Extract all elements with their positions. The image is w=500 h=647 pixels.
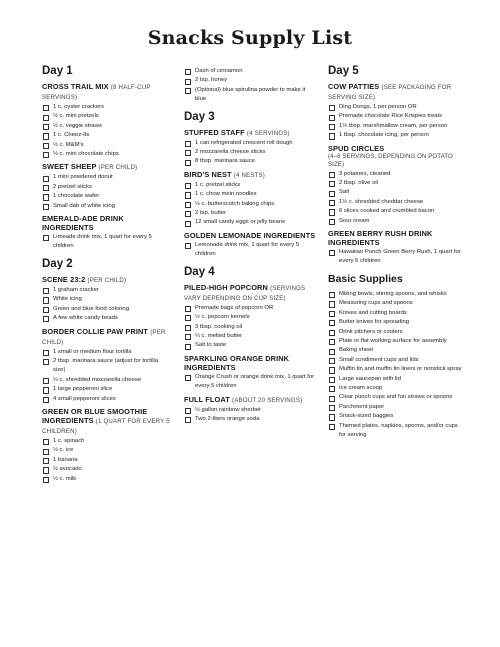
checkbox-icon bbox=[43, 449, 49, 455]
checkbox-icon bbox=[43, 467, 49, 473]
item-text: A few white candy beads bbox=[53, 315, 118, 322]
item-text: ½ c. ice bbox=[53, 447, 74, 454]
checkbox-icon bbox=[185, 211, 191, 217]
item-text: 8 tbsp. marinara sauce bbox=[195, 158, 255, 165]
checkbox-icon bbox=[43, 143, 49, 149]
item-text: Drink pitchers or coolers bbox=[339, 328, 403, 335]
item-text: 1 chocolate wafer bbox=[53, 193, 100, 200]
checkbox-icon bbox=[43, 439, 49, 445]
item-text: 1 c. chow mein noodles bbox=[195, 191, 257, 198]
recipe-section bbox=[42, 214, 172, 252]
item-text: Clear punch cups and fun straws or spoons bbox=[339, 394, 453, 401]
item-text: 2 tbsp. marinara sauce (adjust for tortilla size) bbox=[53, 357, 159, 374]
section-note: (SEE PACKAGING FOR SERVING SIZE) bbox=[328, 84, 452, 101]
checklist-item bbox=[184, 415, 316, 424]
checkbox-icon bbox=[43, 115, 49, 121]
day-heading: Day 2 bbox=[42, 257, 73, 270]
checkbox-icon bbox=[329, 172, 335, 178]
item-text: 2 pretzel sticks bbox=[53, 183, 92, 190]
checkbox-icon bbox=[329, 414, 335, 420]
item-text: 6 slices cooked and crumbled bacon bbox=[339, 208, 435, 215]
item-text: 2 mozzarella cheese sticks bbox=[195, 149, 266, 156]
checklist-item bbox=[42, 348, 172, 357]
item-text: 1½ tbsp. marshmallow cream, per person bbox=[339, 122, 448, 129]
section-title: EMERALD-ADE DRINK INGREDIENTS bbox=[42, 214, 124, 233]
checklist-item bbox=[328, 179, 463, 188]
checklist-item bbox=[328, 403, 463, 412]
item-text: ¼ c. shredded mozzarella cheese bbox=[53, 376, 142, 383]
checklist-item bbox=[328, 356, 463, 365]
checkbox-icon bbox=[43, 288, 49, 294]
checkbox-icon bbox=[185, 69, 191, 75]
column-1 bbox=[42, 64, 172, 484]
checkbox-icon bbox=[43, 204, 49, 210]
item-text: 3 tbsp. cooking oil bbox=[195, 323, 243, 330]
checklist-item bbox=[42, 141, 172, 150]
section-title: SPARKLING ORANGE DRINK INGREDIENTS bbox=[184, 353, 290, 372]
recipe-section bbox=[184, 354, 316, 392]
checklist-item bbox=[184, 181, 316, 190]
checkbox-icon bbox=[43, 307, 49, 313]
checkbox-icon bbox=[43, 378, 49, 384]
recipe-section bbox=[42, 82, 172, 159]
checkbox-icon bbox=[329, 115, 335, 121]
checklist-item bbox=[42, 385, 172, 394]
item-text: 1 c. oyster crackers bbox=[53, 104, 105, 110]
recipe-section bbox=[42, 407, 172, 484]
section-title: GOLDEN LEMONADE INGREDIENTS bbox=[184, 230, 316, 240]
checkbox-icon bbox=[185, 202, 191, 208]
item-text: Snack-sized baggies bbox=[339, 413, 394, 420]
item-text: ½ c. mini pretzels bbox=[53, 113, 99, 120]
checkbox-icon bbox=[185, 344, 191, 350]
item-text: ½ c. popcorn kernels bbox=[195, 314, 250, 321]
section-title: GREEN BERRY RUSH DRINK INGREDIENTS bbox=[328, 229, 433, 248]
checklist-item bbox=[42, 395, 172, 404]
checklist-item bbox=[328, 384, 463, 393]
checklist-item bbox=[184, 209, 316, 218]
checklist-item bbox=[184, 341, 316, 350]
checkbox-icon bbox=[329, 250, 335, 256]
day-heading: Day 5 bbox=[328, 65, 359, 77]
checklist-item bbox=[42, 131, 172, 140]
item-text: Baking sheet bbox=[339, 347, 374, 354]
checklist-item bbox=[42, 376, 172, 385]
item-text: Ding Dongs, 1 per person OR bbox=[339, 104, 417, 110]
checkbox-icon bbox=[43, 387, 49, 393]
recipe-section bbox=[328, 82, 463, 141]
checkbox-icon bbox=[185, 334, 191, 340]
checklist-item bbox=[184, 67, 316, 76]
item-text: 1 mini powdered donut bbox=[53, 174, 113, 181]
checkbox-icon bbox=[185, 150, 191, 156]
checkbox-icon bbox=[329, 424, 335, 430]
checklist-item bbox=[184, 157, 316, 166]
checkbox-icon bbox=[43, 185, 49, 191]
checklist-item bbox=[42, 357, 172, 376]
checklist-item bbox=[328, 328, 463, 337]
checkbox-icon bbox=[329, 367, 335, 373]
checklist-item bbox=[42, 305, 172, 314]
checkbox-icon bbox=[329, 320, 335, 326]
checklist-item bbox=[42, 314, 172, 323]
section-title: COW PATTIES (SEE PACKAGING FOR SERVING SIZE) bbox=[328, 82, 452, 101]
item-text: Lemonade drink mix, 1 quart for every 5 children bbox=[195, 241, 300, 258]
item-text: Mixing bowls, stirring spoons, and whisks bbox=[339, 290, 447, 297]
checkbox-icon bbox=[43, 235, 49, 241]
item-text: ¼ c. melted butter bbox=[195, 332, 243, 339]
checklist-item bbox=[42, 295, 172, 304]
checkbox-icon bbox=[329, 330, 335, 336]
checkbox-icon bbox=[185, 408, 191, 414]
checklist-item bbox=[42, 456, 172, 465]
recipe-section bbox=[184, 283, 316, 351]
checklist-item bbox=[184, 139, 316, 148]
item-text: 4 small pepperoni slices bbox=[53, 395, 116, 402]
checkbox-icon bbox=[43, 359, 49, 365]
checkbox-icon bbox=[329, 339, 335, 345]
item-text: Measuring cups and spoons bbox=[339, 300, 413, 307]
item-text: Premade bags of popcorn OR bbox=[195, 304, 274, 311]
column-2 bbox=[184, 64, 316, 424]
item-text: Butter knives for spreading bbox=[339, 319, 410, 326]
section-subnote: (4–6 SERVINGS, DEPENDING ON POTATO SIZE) bbox=[328, 152, 453, 168]
checklist-item bbox=[328, 248, 463, 267]
section-title: GREEN OR BLUE SMOOTHIE INGREDIENTS (1 QUART FOR EVERY 5 CHILDREN) bbox=[42, 406, 170, 435]
day-heading: Day 3 bbox=[184, 110, 215, 123]
section-title: PILED-HIGH POPCORN (SERVINGS VARY DEPENDING ON CUP SIZE) bbox=[184, 282, 306, 302]
checklist-item bbox=[184, 200, 316, 209]
checkbox-icon bbox=[43, 194, 49, 200]
checklist-item bbox=[328, 170, 463, 179]
checklist-item bbox=[184, 332, 316, 341]
section-title: SPUD CIRCLES bbox=[328, 143, 385, 153]
checkbox-icon bbox=[185, 192, 191, 198]
item-text: Knives and cutting boards bbox=[339, 309, 407, 316]
item-text: Green and blue food coloring bbox=[53, 305, 129, 312]
checklist-item bbox=[328, 393, 463, 402]
checkbox-icon bbox=[329, 405, 335, 411]
checkbox-icon bbox=[329, 209, 335, 215]
checkbox-icon bbox=[43, 477, 49, 483]
recipe-section bbox=[184, 128, 316, 167]
item-text: ½ c. M&M's bbox=[53, 141, 84, 148]
checkbox-icon bbox=[329, 191, 335, 197]
item-text: 2 tsp. butter bbox=[195, 210, 227, 217]
checkbox-icon bbox=[329, 219, 335, 225]
checklist-item bbox=[328, 365, 463, 374]
checkbox-icon bbox=[185, 243, 191, 249]
item-text: ½ c. butterscotch baking chips bbox=[195, 200, 275, 207]
item-text: Sour cream bbox=[339, 217, 370, 224]
checkbox-icon bbox=[185, 417, 191, 423]
recipe-section bbox=[328, 144, 463, 226]
checklist-item bbox=[184, 190, 316, 199]
column-3 bbox=[328, 64, 463, 440]
basic-supplies-heading: Basic Supplies bbox=[328, 272, 403, 285]
checkbox-icon bbox=[185, 183, 191, 189]
checkbox-icon bbox=[43, 316, 49, 322]
item-text: Limeade drink mix, 1 quart for every 5 children bbox=[53, 234, 152, 250]
checklist-item bbox=[42, 183, 172, 192]
checkbox-icon bbox=[43, 176, 49, 182]
checkbox-icon bbox=[43, 297, 49, 303]
checklist-item bbox=[328, 103, 463, 112]
checklist-item bbox=[328, 337, 463, 346]
checkbox-icon bbox=[329, 358, 335, 364]
item-text: Plate or flat working surface for assembly bbox=[339, 337, 447, 344]
item-text: ½ c. mini chocolate chips bbox=[53, 151, 119, 158]
checklist-item bbox=[184, 373, 316, 392]
checkbox-icon bbox=[43, 133, 49, 139]
item-text: 1 c. spinach bbox=[53, 437, 85, 444]
recipe-section bbox=[42, 162, 172, 211]
item-text: Dash of cinnamon bbox=[195, 68, 243, 74]
item-text: 3 potatoes, cleaned bbox=[339, 170, 391, 177]
checkbox-icon bbox=[329, 292, 335, 298]
item-text: ½ c. veggie straws bbox=[53, 122, 102, 129]
day-heading: Day 1 bbox=[42, 65, 73, 77]
item-text: 1 large pepperoni slice bbox=[53, 386, 113, 393]
recipe-section bbox=[184, 231, 316, 260]
checklist-item bbox=[42, 233, 172, 252]
checkbox-icon bbox=[43, 105, 49, 111]
section-title: SCENE 23:2 (PER CHILD) bbox=[42, 274, 127, 284]
checklist-item bbox=[42, 173, 172, 182]
item-text: Premade chocolate Rice Krispies treats bbox=[339, 113, 443, 120]
checklist-item bbox=[328, 198, 463, 207]
checklist-item bbox=[184, 148, 316, 157]
section-note: (PER CHILD) bbox=[98, 164, 138, 172]
section-title: STUFFED STAFF (4 SERVINGS) bbox=[184, 127, 290, 137]
checklist-item bbox=[42, 437, 172, 446]
checklist-item bbox=[328, 375, 463, 384]
checklist-item bbox=[42, 150, 172, 159]
item-text: Orange Crush or orange drink mix, 1 quart for every 5 children bbox=[195, 373, 315, 390]
section-note: (PER CHILD) bbox=[42, 328, 166, 346]
checkbox-icon bbox=[329, 105, 335, 111]
checklist-item bbox=[328, 422, 463, 441]
page-title: Snacks Supply List bbox=[147, 27, 353, 49]
checkbox-icon bbox=[329, 200, 335, 206]
checkbox-icon bbox=[185, 315, 191, 321]
checklist-item bbox=[42, 103, 172, 112]
checklist-item bbox=[328, 207, 463, 216]
section-title: FULL FLOAT (ABOUT 20 SERVINGS) bbox=[184, 394, 303, 404]
section-note: (4 NESTS) bbox=[233, 171, 266, 179]
checklist-item bbox=[328, 217, 463, 226]
checklist-item bbox=[184, 304, 316, 313]
item-text: Two 2-liters orange soda bbox=[195, 415, 260, 422]
checklist-item bbox=[42, 286, 172, 295]
recipe-section bbox=[184, 170, 316, 228]
checklist-item bbox=[42, 202, 172, 211]
checklist-item bbox=[328, 412, 463, 421]
checklist-item bbox=[184, 323, 316, 332]
checklist-item bbox=[184, 406, 316, 415]
checklist-item bbox=[328, 318, 463, 327]
recipe-section bbox=[328, 290, 463, 441]
checkbox-icon bbox=[185, 325, 191, 331]
item-text: 1 tbsp. chocolate icing, per person bbox=[339, 132, 429, 139]
checklist-item bbox=[328, 299, 463, 308]
recipe-section bbox=[184, 67, 316, 105]
recipe-section bbox=[328, 229, 463, 267]
section-title: BIRD'S NEST (4 NESTS) bbox=[184, 169, 266, 179]
checklist-item bbox=[184, 241, 316, 260]
day-heading: Day 4 bbox=[184, 265, 215, 278]
item-text: 2 tbsp. olive oil bbox=[339, 180, 378, 187]
checkbox-icon bbox=[329, 124, 335, 130]
section-title: SWEET SHEEP (PER CHILD) bbox=[42, 162, 138, 172]
section-note: (PER CHILD) bbox=[87, 276, 127, 284]
section-title: BORDER COLLIE PAW PRINT (PER CHILD) bbox=[42, 326, 166, 346]
checkbox-icon bbox=[185, 375, 191, 381]
checklist-item bbox=[328, 346, 463, 355]
checkbox-icon bbox=[185, 306, 191, 312]
item-text: 1 banana bbox=[53, 456, 78, 463]
checklist-item bbox=[328, 309, 463, 318]
item-text: ½ gallon rainbow sherbet bbox=[195, 406, 261, 413]
checkbox-icon bbox=[185, 141, 191, 147]
item-text: Large saucepan with lid bbox=[339, 375, 401, 382]
checklist-item bbox=[328, 131, 463, 140]
checkbox-icon bbox=[185, 79, 191, 85]
checklist-item bbox=[42, 112, 172, 121]
checklist-item bbox=[328, 122, 463, 131]
section-note: (SERVINGS VARY DEPENDING ON CUP SIZE) bbox=[184, 284, 306, 302]
item-text: Small condiment cups and lids bbox=[339, 356, 419, 363]
checklist-item bbox=[42, 475, 172, 484]
item-text: ½ c. milk bbox=[53, 475, 77, 482]
section-note: (8 HALF-CUP SERVINGS) bbox=[42, 84, 151, 101]
recipe-section bbox=[42, 327, 172, 404]
item-text: ½ avocado bbox=[53, 466, 82, 473]
item-text: 1½ c. shredded cheddar cheese bbox=[339, 198, 424, 205]
checkbox-icon bbox=[329, 377, 335, 383]
checkbox-icon bbox=[329, 396, 335, 402]
section-title: CROSS TRAIL MIX (8 HALF-CUP SERVINGS) bbox=[42, 82, 151, 101]
section-note: (4 SERVINGS) bbox=[246, 129, 290, 137]
item-text: 2 tsp. honey bbox=[195, 77, 228, 84]
item-text: 1 can refrigerated crescent roll dough bbox=[195, 139, 293, 146]
checkbox-icon bbox=[185, 160, 191, 166]
checklist-item bbox=[328, 112, 463, 121]
checkbox-icon bbox=[185, 88, 191, 94]
checkbox-icon bbox=[43, 458, 49, 464]
checklist-item bbox=[328, 188, 463, 197]
item-text: 1 c. pretzel sticks bbox=[195, 181, 241, 188]
checkbox-icon bbox=[329, 133, 335, 139]
recipe-section bbox=[42, 275, 172, 324]
checklist-item bbox=[42, 465, 172, 474]
recipe-section bbox=[184, 395, 316, 425]
item-text: Salt bbox=[339, 189, 350, 196]
checkbox-icon bbox=[329, 386, 335, 392]
item-text: Parchment paper bbox=[339, 403, 385, 410]
section-note: (1 QUART FOR EVERY 5 CHILDREN) bbox=[42, 417, 170, 435]
checklist-item bbox=[184, 86, 316, 105]
item-text: Hawaiian Punch Green Berry Rush, 1 quart for every 5 children bbox=[339, 249, 461, 265]
checkbox-icon bbox=[329, 349, 335, 355]
item-text: Salt to taste bbox=[195, 342, 227, 349]
item-text: 1 c. Cheez-Its bbox=[53, 132, 90, 139]
item-text: Ice cream scoop bbox=[339, 384, 383, 391]
item-text: Themed plates, napkins, spoons, and/or cups for serving bbox=[339, 422, 458, 438]
checkbox-icon bbox=[43, 124, 49, 130]
section-note: (ABOUT 20 SERVINGS) bbox=[232, 396, 303, 404]
item-text: Small dab of white icing bbox=[53, 202, 115, 209]
checkbox-icon bbox=[329, 311, 335, 317]
checklist-item bbox=[184, 313, 316, 322]
item-text: (Optional) blue spirulina powder to make it blue bbox=[195, 86, 306, 103]
checkbox-icon bbox=[43, 350, 49, 356]
item-text: White icing bbox=[53, 296, 82, 303]
checklist-item bbox=[184, 218, 316, 227]
checklist-item bbox=[184, 76, 316, 85]
checkbox-icon bbox=[329, 181, 335, 187]
item-text: 12 small candy eggs or jelly beans bbox=[195, 219, 286, 226]
checkbox-icon bbox=[329, 301, 335, 307]
item-text: Muffin tin and muffin tin liners or nonstick spray bbox=[339, 366, 462, 373]
checkbox-icon bbox=[43, 397, 49, 403]
checklist-item bbox=[42, 122, 172, 131]
item-text: 1 graham cracker bbox=[53, 286, 99, 293]
checkbox-icon bbox=[185, 221, 191, 227]
checklist-item bbox=[42, 192, 172, 201]
checklist-item bbox=[42, 446, 172, 455]
item-text: 1 small or medium flour tortilla bbox=[53, 348, 132, 355]
checkbox-icon bbox=[43, 152, 49, 158]
checklist-item bbox=[328, 290, 463, 299]
